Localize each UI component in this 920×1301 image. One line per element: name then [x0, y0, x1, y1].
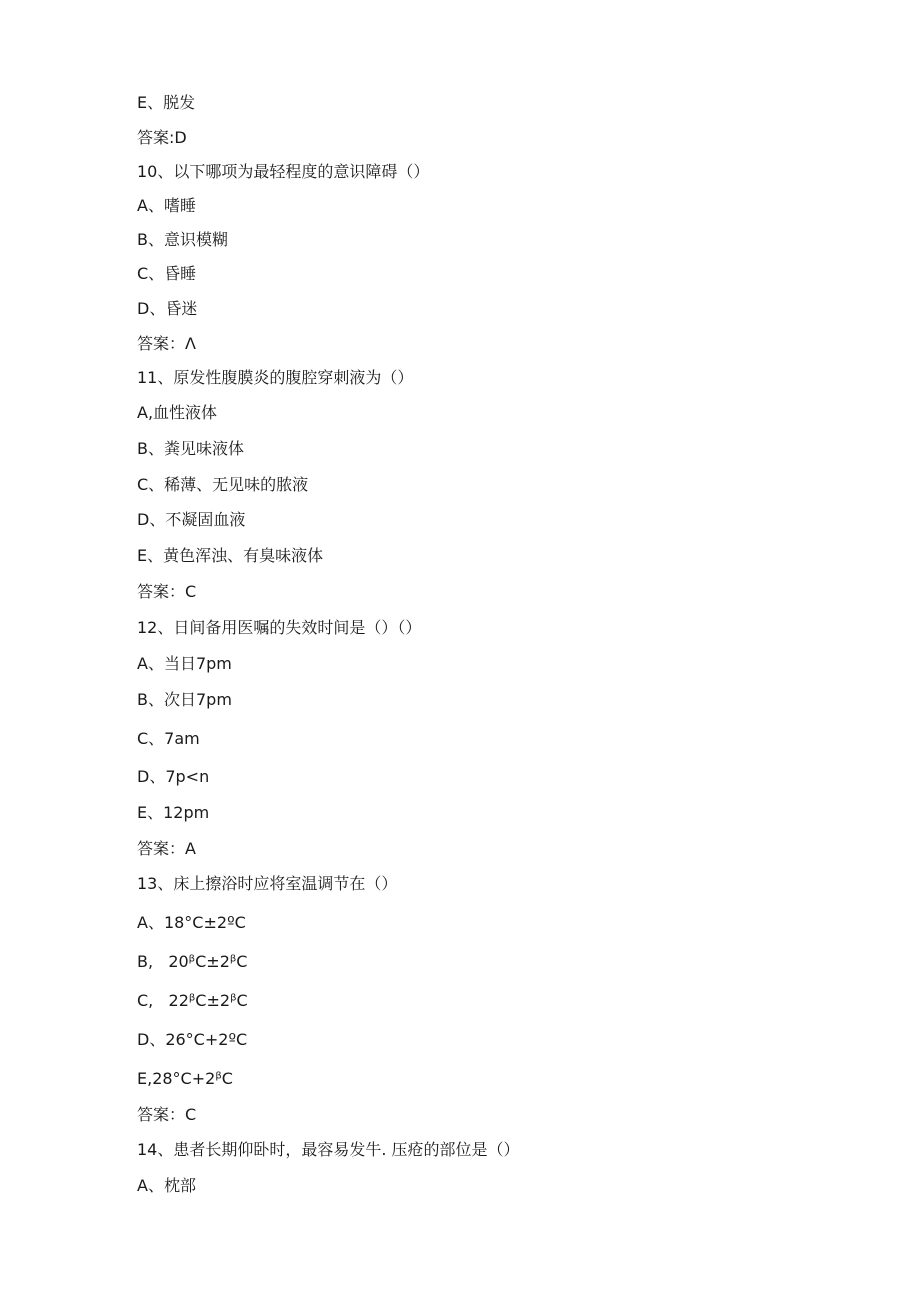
option-d-q11: D、不凝固血液	[137, 510, 246, 529]
option-e-q9: E、脱发	[137, 93, 196, 112]
option-c-q11: C、稀薄、无见味的脓液	[137, 475, 309, 494]
question-12: 12、日间备用医嘱的失效时间是（）（）	[137, 618, 422, 637]
option-b-q12: B、次日7pm	[137, 690, 232, 709]
option-a-q10: A、嗜睡	[137, 196, 196, 215]
question-13: 13、床上擦浴时应将室温调节在（）	[137, 874, 398, 893]
option-c-q10: C、昏睡	[137, 264, 197, 283]
option-d-q12: D、7p<n	[137, 767, 210, 786]
answer-q9: 答案:D	[137, 128, 187, 147]
option-b-q10: B、意识模糊	[137, 230, 228, 249]
answer-q13: 答案：C	[137, 1105, 197, 1124]
option-d-q13: D、26°C+2ºC	[137, 1030, 248, 1049]
question-10: 10、以下哪项为最轻程度的意识障碍（）	[137, 162, 430, 181]
option-c-q12: C、7am	[137, 729, 200, 748]
answer-q10: 答案：Λ	[137, 334, 196, 353]
question-14: 14、患者长期仰卧时，最容易发牛. 压疮的部位是（）	[137, 1140, 520, 1159]
question-11: 11、原发性腹膜炎的腹腔穿刺液为（）	[137, 368, 414, 387]
answer-q12: 答案：A	[137, 839, 196, 858]
option-c-q13: C, 22ᵝC±2ᵝC	[137, 991, 248, 1010]
option-a-q12: A、当日7pm	[137, 654, 232, 673]
answer-q11: 答案：C	[137, 582, 197, 601]
option-b-q11: B、粪见味液体	[137, 439, 244, 458]
option-e-q12: E、12pm	[137, 803, 210, 822]
option-a-q13: A、18°C±2ºC	[137, 913, 246, 932]
option-b-q13: B, 20ᵝC±2ᵝC	[137, 952, 248, 971]
option-e-q11: E、黄色浑浊、有臭味液体	[137, 546, 324, 565]
option-e-q13: E,28°C+2ᵝC	[137, 1069, 233, 1088]
option-a-q11: A,血性液体	[137, 403, 218, 422]
option-a-q14: A、枕部	[137, 1176, 196, 1195]
option-d-q10: D、昏迷	[137, 299, 198, 318]
